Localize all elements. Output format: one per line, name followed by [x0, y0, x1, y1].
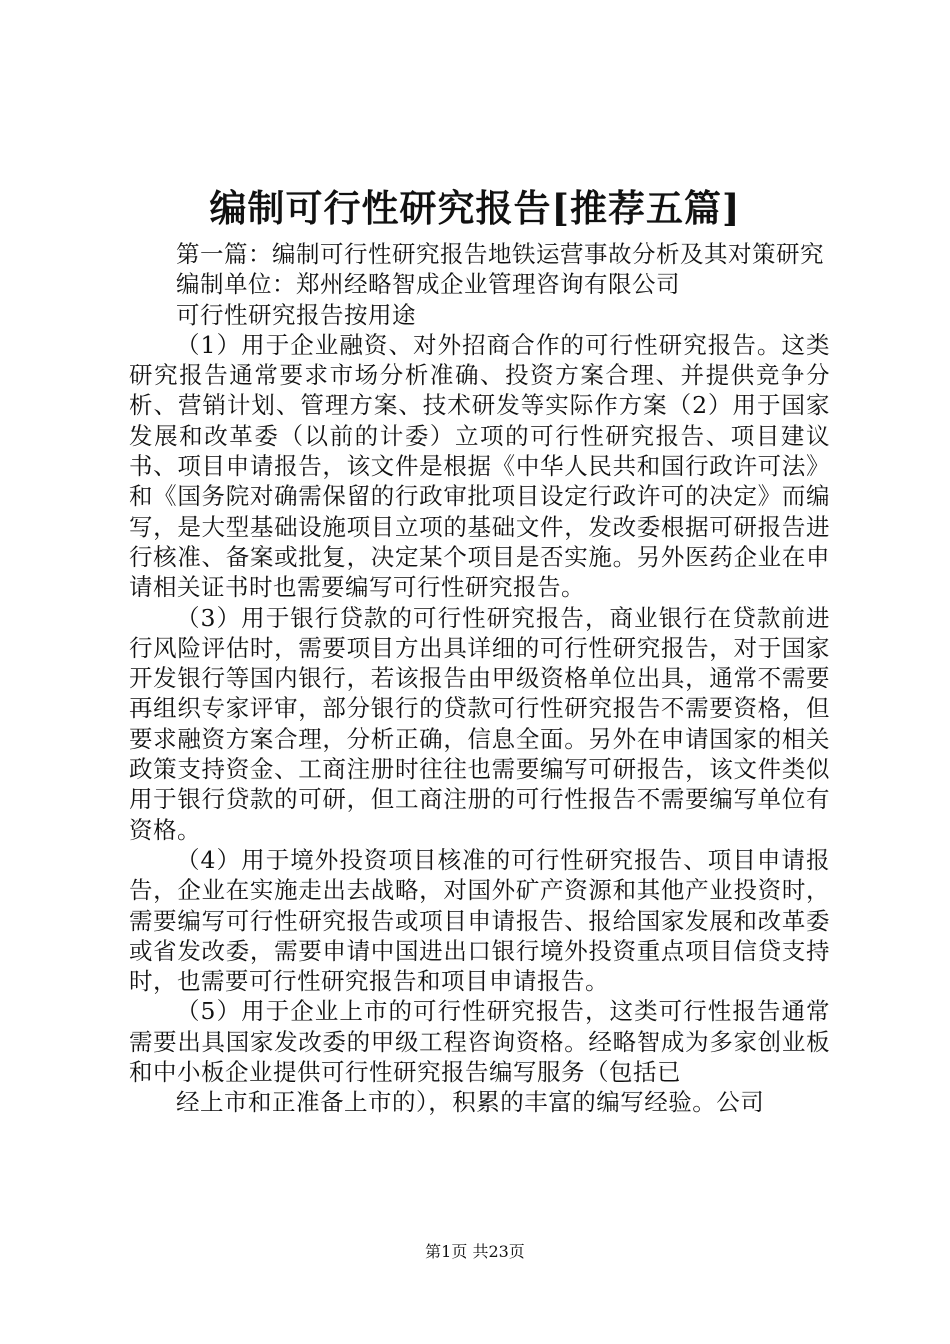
- paragraph: （4）用于境外投资项目核准的可行性研究报告、项目申请报告，企业在实施走出去战略，对国外矿产资源和其他产业投资时，需要编写可行性研究报告或项目申请报告、报给国家发展和改革委或省发改委，需要申请中国进出口银行境外投资重点项目信贷支持时，也需要可行性研究报告和项目申请报告。: [129, 845, 830, 996]
- paragraph: 第一篇：编制可行性研究报告地铁运营事故分析及其对策研究: [176, 240, 824, 268]
- paragraph: （1）用于企业融资、对外招商合作的可行性研究报告。这类研究报告通常要求市场分析准确、投资方案合理、并提供竞争分析、营销计划、管理方案、技术研发等实际作方案（2）用于国家发展和改革委（以前的计委）立项的可行性研究报告、项目建议书、项目申请报告，该文件是根据《中华人民共和国行政许可法》和《国务院对确需保留的行政审批项目设定行政许可的决定》而编写，是大型基础设施项目立项的基础文件，发改委根据可研报告进行核准、备案或批复，决定某个项目是否实施。另外医药企业在申请相关证书时也需要编写可行性研究报告。: [129, 330, 830, 602]
- paragraph: 可行性研究报告按用途: [176, 300, 416, 329]
- document-body: [129, 239, 830, 1118]
- paragraph: （5）用于企业上市的可行性研究报告，这类可行性报告通常需要出具国家发改委的甲级工程咨询资格。经略智成为多家创业板和中小板企业提供可行性研究报告编写服务（包括已: [129, 997, 830, 1087]
- paragraph: 经上市和正准备上市的），积累的丰富的编写经验。公司: [176, 1088, 765, 1117]
- document-title: 编制可行性研究报告[推荐五篇]: [209, 186, 741, 230]
- page-footer: 第1页 共23页: [425, 1242, 525, 1261]
- paragraph: 编制单位：郑州经略智成企业管理咨询有限公司: [176, 270, 680, 299]
- paragraph: （3）用于银行贷款的可行性研究报告，商业银行在贷款前进行风险评估时，需要项目方出具详细的可行性研究报告，对于国家开发银行等国内银行，若该报告由甲级资格单位出具，通常不需要再组织专家评审，部分银行的贷款可行性研究报告不需要资格，但要求融资方案合理，分析正确，信息全面。另外在申请国家的相关政策支持资金、工商注册时往往也需要编写可研报告，该文件类似用于银行贷款的可研，但工商注册的可行性报告不需要编写单位有资格。: [129, 603, 830, 844]
